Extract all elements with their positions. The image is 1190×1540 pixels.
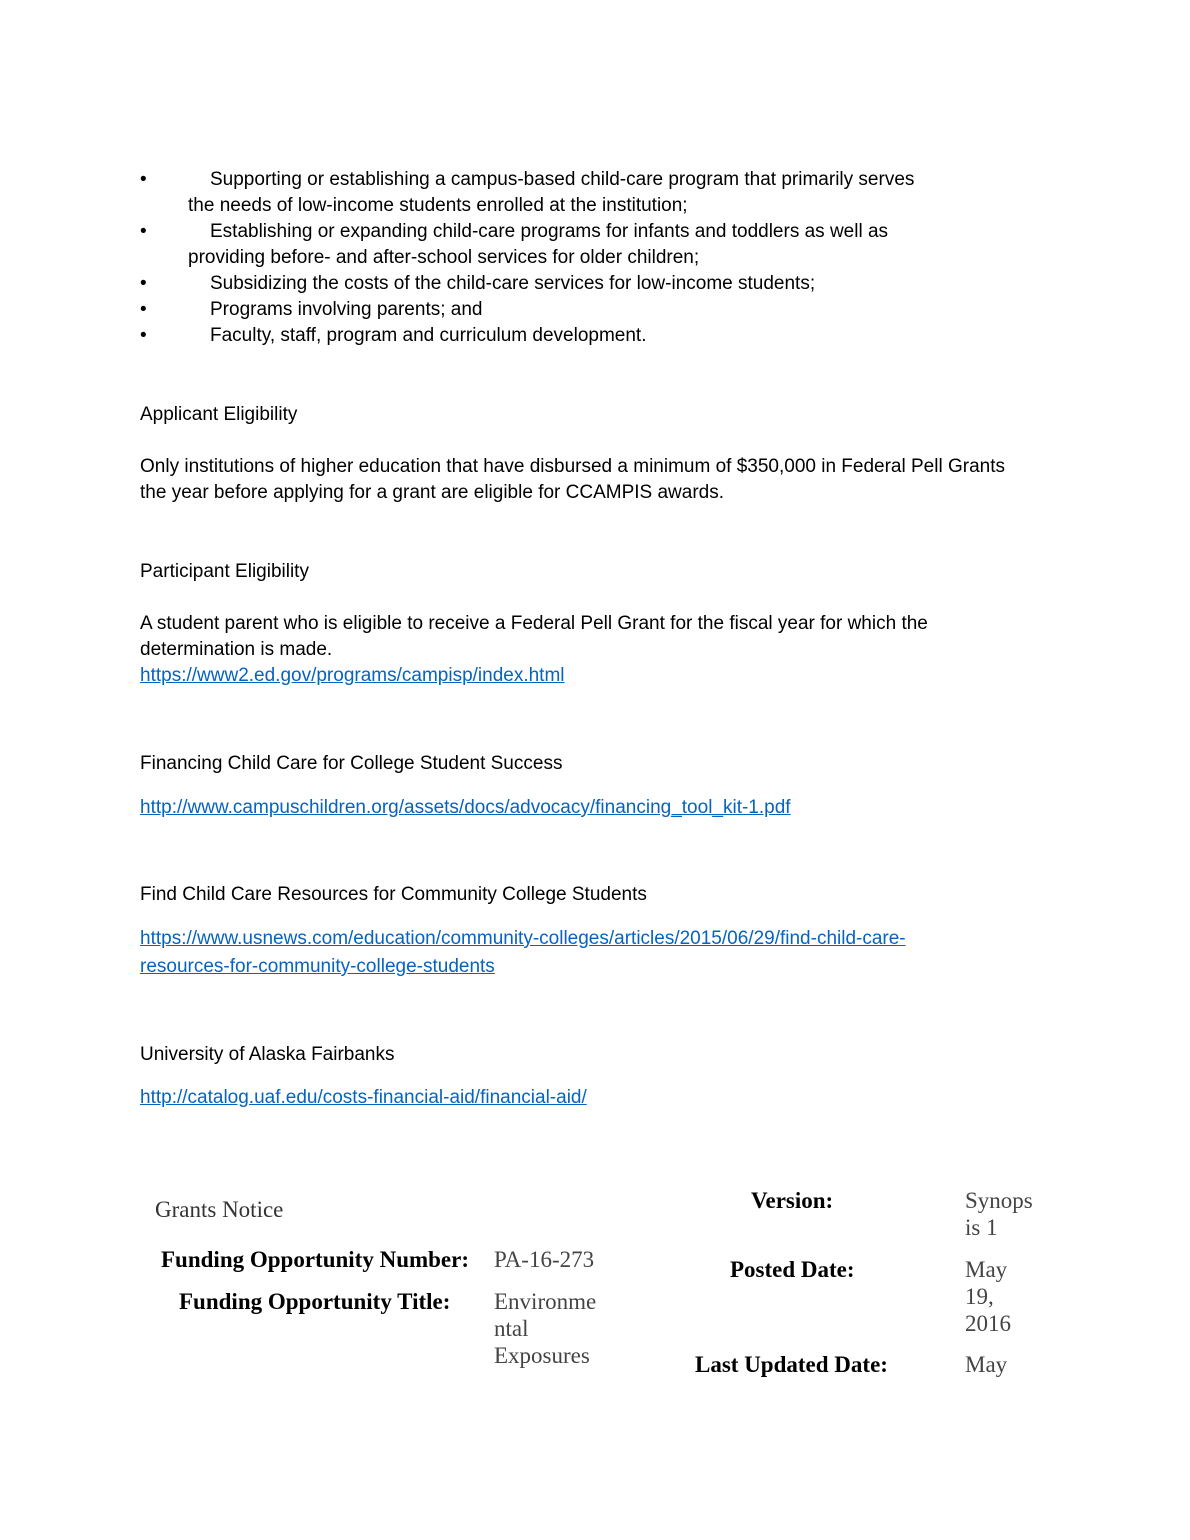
grants-notice-title: Grants Notice (155, 1197, 284, 1222)
usnews-link-continued[interactable]: resources-for-community-college-students (140, 956, 495, 977)
posted-date-value-continued: 2016 (965, 1311, 1011, 1336)
list-item-text: Faculty, staff, program and curriculum development. (210, 325, 647, 346)
applicant-eligibility-heading: Applicant Eligibility (140, 404, 298, 425)
applicant-eligibility-body-continued: the year before applying for a grant are eligible for CCAMPIS awards. (140, 482, 725, 503)
campisp-link[interactable]: https://www2.ed.gov/programs/campisp/index.html (140, 665, 565, 686)
last-updated-date-label: Last Updated Date: (695, 1352, 888, 1377)
version-label: Version: (751, 1188, 834, 1213)
financing-tool-kit-link[interactable]: http://www.campuschildren.org/assets/docs/advocacy/financing_tool_kit-1.pdf (140, 797, 791, 818)
list-item-text: Subsidizing the costs of the child-care services for low-income students; (210, 273, 816, 294)
last-updated-date-value: May (965, 1352, 1008, 1377)
funding-opportunity-title-value: Environme (494, 1289, 597, 1314)
funding-opportunity-number-value: PA-16-273 (494, 1247, 595, 1272)
list-item (140, 219, 1020, 271)
bullet-icon: • (140, 299, 147, 320)
community-college-heading: Find Child Care Resources for Community College Students (140, 884, 647, 905)
list-item-text: Supporting or establishing a campus-based child-care program that primarily serves (210, 169, 915, 190)
participant-eligibility-body: A student parent who is eligible to receive a Federal Pell Grant for the fiscal year for which the (140, 613, 928, 634)
uaf-financial-aid-link[interactable]: http://catalog.uaf.edu/costs-financial-aid/financial-aid/ (140, 1087, 587, 1108)
financing-heading: Financing Child Care for College Student Success (140, 753, 563, 774)
participant-eligibility-body-continued: determination is made. (140, 639, 333, 660)
funding-opportunity-title-value-continued: ntal (494, 1316, 529, 1341)
bullet-icon: • (140, 273, 147, 294)
funding-opportunity-number-label: Funding Opportunity Number: (161, 1247, 470, 1272)
posted-date-value: May (965, 1257, 1008, 1282)
list-item (140, 297, 1020, 323)
list-item (140, 271, 1020, 297)
version-value: Synops (965, 1188, 1033, 1213)
list-item-text: Establishing or expanding child-care programs for infants and toddlers as well as (210, 221, 889, 242)
version-value-continued: is 1 (965, 1215, 998, 1240)
applicant-eligibility-body: Only institutions of higher education that have disbursed a minimum of $350,000 in Federal Pell Grants (140, 456, 1005, 477)
bullet-icon: • (140, 169, 147, 190)
bullet-icon: • (140, 325, 147, 346)
bullet-list (140, 167, 1020, 349)
list-item-text-continued: providing before- and after-school services for older children; (188, 247, 700, 268)
bullet-icon: • (140, 221, 147, 242)
alaska-heading: University of Alaska Fairbanks (140, 1044, 395, 1065)
list-item (140, 167, 1020, 219)
list-item-text-continued: the needs of low-income students enrolled at the institution; (188, 195, 688, 216)
participant-eligibility-heading: Participant Eligibility (140, 561, 309, 582)
funding-opportunity-title-value-continued: Exposures (494, 1343, 590, 1368)
posted-date-label: Posted Date: (730, 1257, 855, 1282)
posted-date-value-continued: 19, (965, 1284, 994, 1309)
funding-opportunity-title-label: Funding Opportunity Title: (179, 1289, 451, 1314)
usnews-link[interactable]: https://www.usnews.com/education/community-colleges/articles/2015/06/29/find-child-care- (140, 928, 906, 949)
list-item-text: Programs involving parents; and (210, 299, 483, 320)
list-item (140, 323, 1020, 349)
